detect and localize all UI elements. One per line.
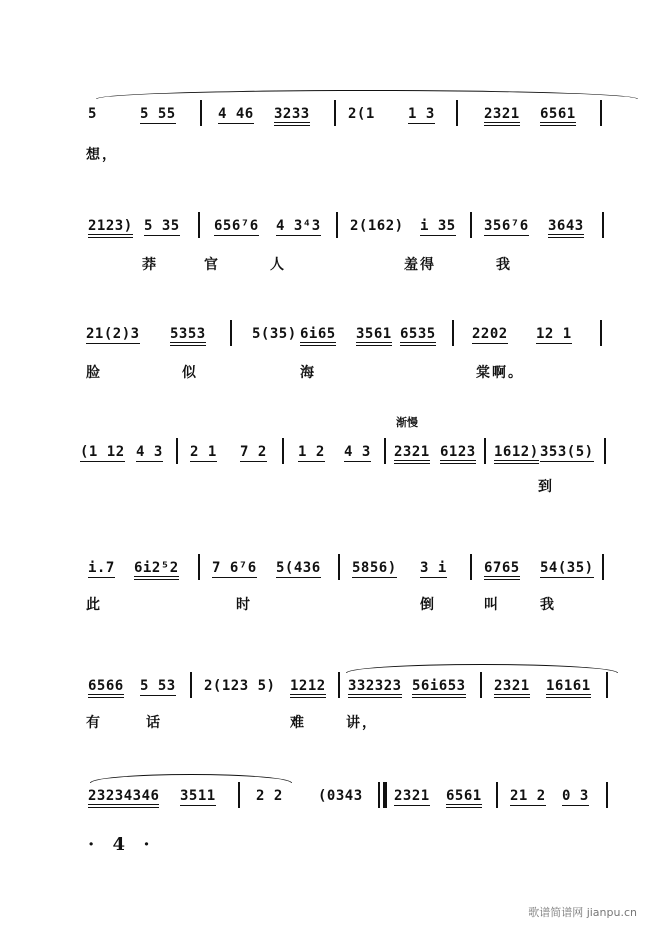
note-group: 5(35) bbox=[252, 326, 297, 342]
note-group: 2(162) bbox=[350, 218, 404, 234]
barline bbox=[378, 782, 380, 808]
note-group: 2 1 bbox=[190, 444, 217, 460]
lyric: 官 bbox=[204, 257, 220, 273]
lyric: 想， bbox=[86, 147, 118, 163]
barline bbox=[484, 438, 486, 464]
note-group: 6123 bbox=[440, 444, 476, 464]
barline bbox=[238, 782, 240, 808]
note-group: 2(1 bbox=[348, 106, 375, 122]
note-group: 1212 bbox=[290, 678, 326, 698]
barline bbox=[496, 782, 498, 808]
lyric: 似 bbox=[182, 365, 198, 381]
note-group: 21(2)3 bbox=[86, 326, 140, 342]
note-group: 2321 bbox=[394, 788, 430, 804]
note-group: 4 3⁴3 bbox=[276, 218, 321, 234]
tempo-marking: 渐慢 bbox=[396, 416, 418, 429]
note-group: 6765 bbox=[484, 560, 520, 580]
barline bbox=[384, 438, 386, 464]
note-group: 5856) bbox=[352, 560, 397, 576]
note-group: 16161 bbox=[546, 678, 591, 698]
note-group: 1612) bbox=[494, 444, 539, 464]
barline bbox=[190, 672, 192, 698]
note-group: 5353 bbox=[170, 326, 206, 346]
tie-arc bbox=[90, 774, 292, 783]
note-group: 6i2⁵2 bbox=[134, 560, 179, 580]
barline bbox=[198, 554, 200, 580]
note-group: 6i65 bbox=[300, 326, 336, 346]
note-group: 7 6⁷6 bbox=[212, 560, 257, 576]
note-group: 353(5) bbox=[540, 444, 594, 460]
note-group: 5 35 bbox=[144, 218, 180, 234]
note-group: 2321 bbox=[494, 678, 530, 698]
note-group: 5 53 bbox=[140, 678, 176, 694]
note-group: 2123) bbox=[88, 218, 133, 238]
note-group: 3511 bbox=[180, 788, 216, 804]
note-group: 2202 bbox=[472, 326, 508, 342]
barline bbox=[230, 320, 232, 346]
lyric: 难 bbox=[290, 715, 306, 731]
note-group: 6566 bbox=[88, 678, 124, 698]
score-line-4 bbox=[0, 416, 655, 526]
barline bbox=[452, 320, 454, 346]
lyric: 话 bbox=[146, 715, 162, 731]
note-group: 6561 bbox=[540, 106, 576, 126]
tie-arc bbox=[96, 90, 638, 99]
barline bbox=[606, 782, 608, 808]
score-line-1 bbox=[0, 98, 655, 188]
note-group: 1 3 bbox=[408, 106, 435, 122]
barline bbox=[336, 212, 338, 238]
lyric: 我 bbox=[496, 257, 512, 273]
barline bbox=[176, 438, 178, 464]
note-group: 4 3 bbox=[136, 444, 163, 460]
note-group: (0343 bbox=[318, 788, 363, 804]
score-line-3 bbox=[0, 318, 655, 408]
lyric: 讲， bbox=[346, 715, 378, 731]
barline bbox=[604, 438, 606, 464]
note-group: 5(436 bbox=[276, 560, 321, 576]
score-line-2 bbox=[0, 210, 655, 300]
barline bbox=[456, 100, 458, 126]
lyric: 棠啊。 bbox=[476, 365, 524, 381]
score-line-6 bbox=[0, 670, 655, 760]
page-number: · 4 · bbox=[88, 834, 156, 855]
note-group: 3561 bbox=[356, 326, 392, 346]
barline bbox=[600, 100, 602, 126]
note-group: 6535 bbox=[400, 326, 436, 346]
barline bbox=[198, 212, 200, 238]
note-group: 21 2 bbox=[510, 788, 546, 804]
note-group: 332323 bbox=[348, 678, 402, 698]
note-group: 5 bbox=[88, 106, 97, 122]
lyric: 海 bbox=[300, 365, 316, 381]
tie-arc bbox=[346, 664, 618, 673]
note-group: 1 2 bbox=[298, 444, 325, 460]
note-group: (1 12 bbox=[80, 444, 125, 460]
barline bbox=[602, 212, 604, 238]
lyric: 人 bbox=[270, 257, 286, 273]
barline bbox=[470, 554, 472, 580]
note-group: i 35 bbox=[420, 218, 456, 234]
barline bbox=[338, 672, 340, 698]
lyric: 到 bbox=[538, 479, 554, 495]
barline bbox=[480, 672, 482, 698]
note-group: 2321 bbox=[484, 106, 520, 126]
barline bbox=[470, 212, 472, 238]
lyric: 此 bbox=[86, 597, 102, 613]
lyric: 莽 bbox=[142, 257, 158, 273]
note-group: 356⁷6 bbox=[484, 218, 529, 234]
lyric: 羞得 bbox=[404, 257, 436, 273]
note-group: 3233 bbox=[274, 106, 310, 126]
note-group: 7 2 bbox=[240, 444, 267, 460]
score-line-5 bbox=[0, 552, 655, 642]
barline bbox=[282, 438, 284, 464]
note-group: 2(123 5) bbox=[204, 678, 276, 694]
note-group: 3 i bbox=[420, 560, 447, 576]
lyric: 脸 bbox=[86, 365, 102, 381]
lyric: 有 bbox=[86, 715, 102, 731]
note-group: 0 3 bbox=[562, 788, 589, 804]
barline bbox=[334, 100, 336, 126]
lyric: 我 bbox=[540, 597, 556, 613]
note-group: 56i653 bbox=[412, 678, 466, 698]
barline bbox=[606, 672, 608, 698]
note-group: 656⁷6 bbox=[214, 218, 259, 234]
note-group: i.7 bbox=[88, 560, 115, 576]
barline bbox=[602, 554, 604, 580]
barline bbox=[600, 320, 602, 346]
watermark: 歌谱简谱网 jianpu.cn bbox=[528, 906, 637, 919]
lyric: 时 bbox=[236, 597, 252, 613]
note-group: 12 1 bbox=[536, 326, 572, 342]
note-group: 54(35) bbox=[540, 560, 594, 576]
note-group: 5 55 bbox=[140, 106, 176, 122]
note-group: 4 3 bbox=[344, 444, 371, 460]
lyric: 倒 bbox=[420, 597, 436, 613]
note-group: 2321 bbox=[394, 444, 430, 464]
lyric: 叫 bbox=[484, 597, 500, 613]
barline bbox=[383, 782, 387, 808]
note-group: 4 46 bbox=[218, 106, 254, 122]
note-group: 2 2 bbox=[256, 788, 283, 804]
note-group: 23234346 bbox=[88, 788, 159, 808]
barline bbox=[338, 554, 340, 580]
barline bbox=[200, 100, 202, 126]
score-line-7 bbox=[0, 780, 655, 870]
note-group: 3643 bbox=[548, 218, 584, 238]
note-group: 6561 bbox=[446, 788, 482, 808]
